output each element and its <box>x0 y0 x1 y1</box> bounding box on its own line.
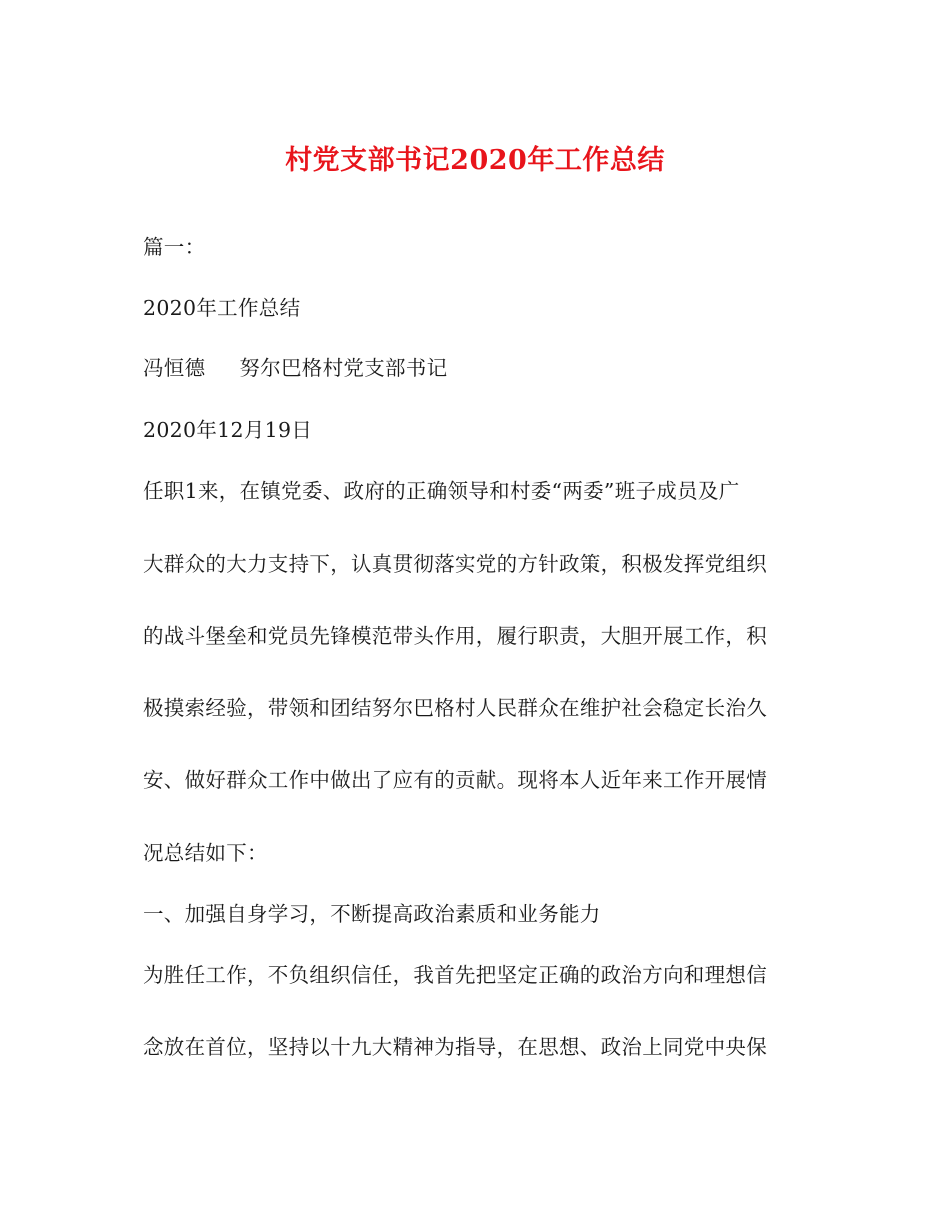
paragraph-line: 念放在首位，坚持以十九大精神为指导，在思想、政治上同党中央保 <box>143 1035 767 1059</box>
section-heading: 一、加强自身学习，不断提高政治素质和业务能力 <box>143 902 601 926</box>
paragraph-line: 极摸索经验，带领和团结努尔巴格村人民群众在维护社会稳定长治久 <box>143 696 767 720</box>
author-role: 努尔巴格村党支部书记 <box>239 356 448 380</box>
author-line <box>143 354 447 382</box>
section-label: 篇一： <box>143 235 206 259</box>
document-subtitle: 2020年工作总结 <box>143 296 301 320</box>
paragraph-line: 大群众的大力支持下，认真贯彻落实党的方针政策，积极发挥党组织 <box>143 552 767 576</box>
document-title: 村党支部书记2020年工作总结 <box>285 145 665 176</box>
paragraph-line: 为胜任工作，不负组织信任，我首先把坚定正确的政治方向和理想信 <box>143 963 767 987</box>
author-name: 冯恒德 <box>143 356 206 380</box>
paragraph-line: 安、做好群众工作中做出了应有的贡献。现将本人近年来工作开展情 <box>143 768 767 792</box>
paragraph-line: 任职1来，在镇党委、政府的正确领导和村委“两委”班子成员及广 <box>143 479 740 503</box>
paragraph-line: 的战斗堡垒和党员先锋模范带头作用，履行职责，大胆开展工作，积 <box>143 624 767 648</box>
document-date: 2020年12月19日 <box>143 418 313 442</box>
paragraph-line: 况总结如下： <box>143 841 268 865</box>
